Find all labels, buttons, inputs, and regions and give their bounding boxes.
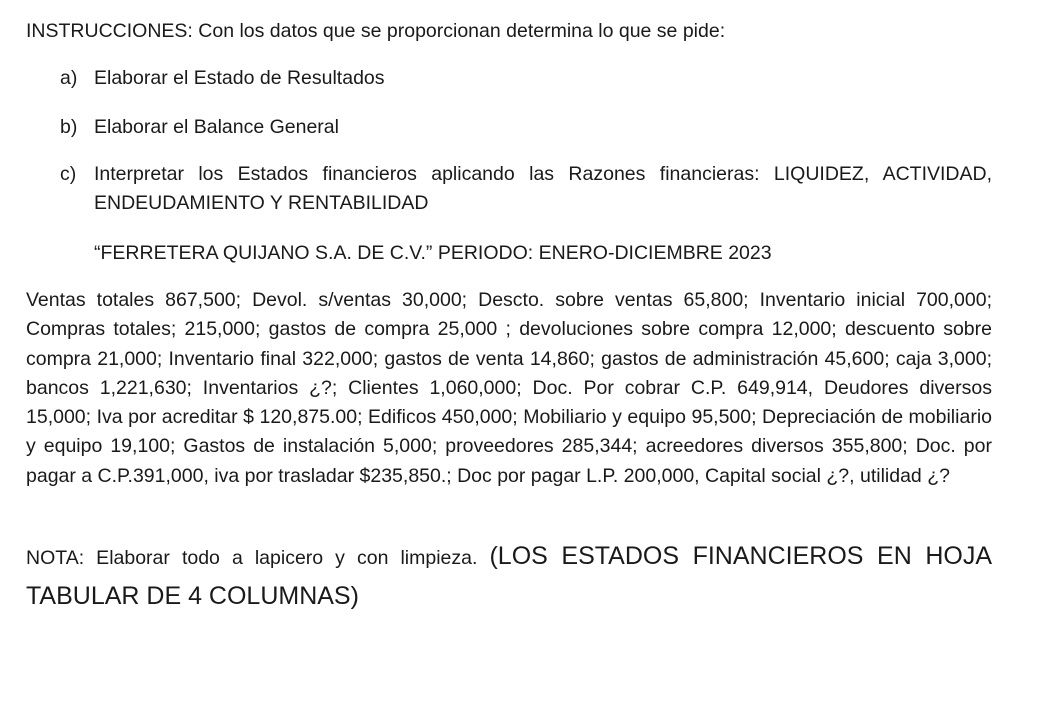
- company-heading: “FERRETERA QUIJANO S.A. DE C.V.” PERIODO: ENERO-DICIEMBRE 2023: [94, 242, 772, 264]
- list-item-c: [60, 160, 992, 218]
- list-item-b: [60, 113, 992, 142]
- list-item-letter: b): [60, 116, 78, 138]
- list-item-letter: c): [60, 163, 77, 185]
- list-item-text: Interpretar los Estados financieros aplicando las Razones financieras: LIQUIDEZ, ACTIVIDAD, ENDEUDAMIENTO Y RENTABILIDAD: [94, 163, 992, 214]
- list-item-text: Elaborar el Estado de Resultados: [94, 67, 385, 89]
- data-paragraph-text: Ventas totales 867,500; Devol. s/ventas 30,000; Descto. sobre ventas 65,800; Inventario inicial 700,000; Compras totales; 215,000; gastos de compra 25,000 ; devoluciones sobre compra 12,000; descuento sobre compra 21,000; Inventario final 322,000; gastos de venta 14,860; gastos de administración 45,600; caja 3,000; bancos 1,221,630; Inventarios ¿?; Clientes 1,060,000; Doc. Por cobrar C.P. 649,914, Deudores diversos 15,000; Iva por acreditar $ 120,875.00; Edificos 450,000; Mobiliario y equipo 95,500; Depreciación de mobiliario y equipo 19,100; Gastos de instalación 5,000; proveedores 285,344; acreedores diversos 355,800; Doc. por pagar a C.P.391,000, iva por trasladar $235,850.; Doc por pagar L.P. 200,000, Capital social ¿?, utilidad ¿?: [26, 289, 992, 487]
- nota-paragraph: [26, 538, 992, 618]
- instructions-text: INSTRUCCIONES: Con los datos que se proporcionan determina lo que se pide:: [26, 20, 726, 42]
- list-item-a: [60, 64, 992, 93]
- nota-emphasis: (LOS ESTADOS FINANCIEROS EN HOJA TABULAR DE 4 COLUMNAS): [26, 542, 992, 610]
- nota-prefix: NOTA: Elaborar todo a lapicero y con limpieza.: [26, 547, 490, 569]
- list-item-text: Elaborar el Balance General: [94, 116, 339, 138]
- list-item-letter: a): [60, 67, 78, 89]
- data-paragraph: [26, 286, 992, 491]
